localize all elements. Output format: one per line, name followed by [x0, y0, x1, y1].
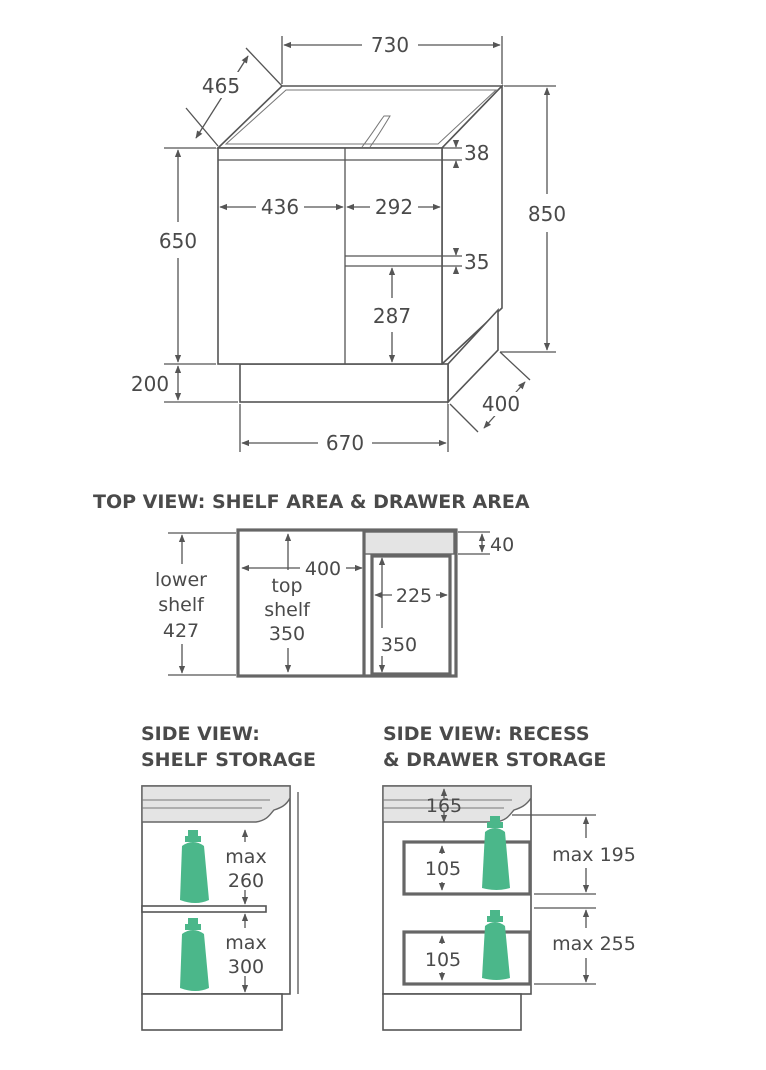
depth-label: 465 — [201, 74, 241, 98]
lower-max-label: max 255 — [552, 933, 636, 955]
cabinet-height-label: 650 — [158, 229, 198, 253]
width-label: 730 — [370, 33, 410, 57]
lower-shelf-label-2: shelf — [158, 594, 204, 616]
shelf-lower-max-2: 300 — [227, 956, 265, 978]
drawer-area-width-label: 225 — [395, 585, 433, 607]
upper-drawer-label: 105 — [424, 858, 462, 880]
main-cabinet-view — [131, 33, 566, 455]
door-width-label: 436 — [260, 195, 300, 219]
drawer-height-label: 287 — [372, 304, 412, 328]
rail-depth-label: 40 — [490, 534, 515, 556]
side-view-shelf — [141, 723, 316, 1030]
plinth-width-label: 670 — [325, 431, 365, 455]
top-view-drawer — [372, 556, 450, 674]
recess-label: 165 — [425, 795, 463, 817]
top-view — [93, 491, 530, 676]
plinth-height-label: 200 — [130, 372, 170, 396]
side-view-drawer — [383, 723, 636, 1030]
drawer-gap-label: 35 — [464, 250, 490, 274]
shelf-lower-max-1: max — [225, 932, 267, 954]
side-drawer-heading-1: SIDE VIEW: RECESS — [383, 723, 590, 745]
lower-shelf-label-1: lower — [155, 569, 207, 591]
height-label: 850 — [527, 202, 567, 226]
top-shelf-label-2: shelf — [264, 599, 310, 621]
shelf-plinth — [142, 994, 282, 1030]
shelf-upper-max-1: max — [225, 846, 267, 868]
top-view-heading: TOP VIEW: SHELF AREA & DRAWER AREA — [93, 491, 530, 513]
drawer-area-depth-label: 350 — [380, 634, 418, 656]
side-shelf-heading-1: SIDE VIEW: — [141, 723, 260, 745]
shelf-upper-max-2: 260 — [227, 870, 265, 892]
shelf-width-label: 400 — [304, 558, 342, 580]
plinth-depth-label: 400 — [481, 392, 521, 416]
side-shelf-heading-2: SHELF STORAGE — [141, 749, 316, 771]
top-shelf-label-3: 350 — [268, 623, 306, 645]
lower-shelf-label-3: 427 — [162, 620, 200, 642]
shelf-board — [142, 906, 266, 912]
side-drawer-heading-2: & DRAWER STORAGE — [383, 749, 607, 771]
lower-drawer-label: 105 — [424, 949, 462, 971]
top-view-rail — [364, 532, 454, 554]
shelf-basin-section — [142, 786, 290, 822]
plinth-front — [240, 364, 448, 402]
top-shelf-label-1: top — [271, 575, 303, 597]
drawer-width-label: 292 — [374, 195, 414, 219]
drawer-plinth — [383, 994, 521, 1030]
upper-max-label: max 195 — [552, 844, 636, 866]
top-rail-label: 38 — [464, 141, 490, 165]
